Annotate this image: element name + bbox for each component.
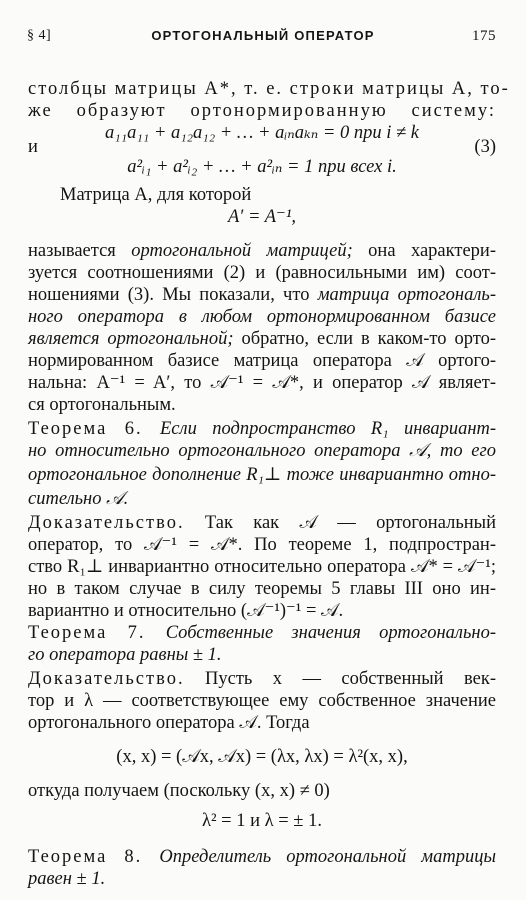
text-span: Так как 𝒜 — ортогональный — [184, 513, 496, 533]
equation-transpose: A′ = A⁻¹, — [228, 207, 296, 227]
equation-orthogonality: a₁₁a₁₁ + a₁₂a₁₂ + … + aᵢₙaₖₙ = 0 при i ≠ k — [104, 123, 419, 143]
proof-7-line-3: ортогонального оператора 𝒜. Тогда — [28, 713, 310, 733]
equation-lambda: λ² = 1 и λ = ± 1. — [202, 811, 322, 831]
theorem-6-line-1 — [28, 418, 496, 440]
text-span-italic: Собственные значения ортогонально- — [165, 623, 496, 643]
theorem-label: Теорема 8. — [28, 847, 160, 867]
theorem-7-line-2: го оператора равны ± 1. — [28, 645, 222, 665]
running-title: ОРТОГОНАЛЬНЫЙ ОПЕРАТОР — [151, 28, 375, 43]
text-line — [28, 240, 496, 262]
text-line: зуется соотношениями (2) и (равносильными им) соот- — [28, 263, 496, 283]
equation-norm: (x, x) = (𝒜x, 𝒜x) = (λx, λx) = λ²(x, x), — [116, 747, 408, 767]
proof-7-line-2: тор и λ — соответствующее ему собственное значение — [28, 691, 496, 711]
theorem-label: Теорема 7. — [28, 623, 166, 643]
theorem-6-line-3: ортогональное дополнение R₁⊥ тоже инвариантно отно- — [28, 465, 496, 485]
theorem-label: Теорема 6. — [28, 419, 160, 439]
text-span: она характери- — [352, 241, 496, 261]
connector-and — [28, 136, 496, 158]
text-line-1: столбцы матрицы A*, т. е. строки матрицы A, то- — [28, 79, 510, 99]
theorem-6-line-4: сительно 𝒜. — [28, 489, 129, 509]
text-line: ного оператора в любом ортонормированном базисе — [28, 307, 496, 327]
proof-6-line-5: вариантно и относительно (𝒜⁻¹)⁻¹ = 𝒜. — [28, 601, 344, 621]
proof-6-line-3: ство R₁⊥ инвариантно относительно оператора 𝒜* = 𝒜⁻¹; — [28, 557, 496, 577]
theorem-8-line-1 — [28, 846, 496, 868]
equation-number: (3) — [474, 137, 496, 157]
page-number: 175 — [472, 28, 496, 44]
text-line: нормированном базисе матрица оператора 𝒜 ортого- — [28, 351, 496, 371]
text-span-italic: Определитель ортогональной матрицы — [159, 847, 497, 867]
text-line — [28, 328, 496, 350]
proof-6-line-1 — [28, 512, 496, 534]
proof-6-line-2: оператор, то 𝒜⁻¹ = 𝒜*. По теореме 1, подпростран- — [28, 535, 496, 555]
proof-label: Доказательство. — [28, 669, 185, 689]
text-span-italic: Если подпространство R₁ инвариант- — [160, 419, 497, 439]
theorem-7-line-1 — [28, 622, 496, 644]
text-span: Пусть x — собственный век- — [184, 669, 496, 689]
section-number: § 4] — [27, 28, 52, 43]
text-span-italic: ортогональной матрицей; — [131, 241, 353, 261]
text-span: обратно, если в каком-то орто- — [233, 329, 496, 349]
proof-label: Доказательство. — [28, 513, 185, 533]
text-line: откуда получаем (поскольку (x, x) ≠ 0) — [28, 781, 330, 801]
text-line: нальна: A⁻¹ = A′, то 𝒜⁻¹ = 𝒜*, и оператор 𝒜 являет- — [28, 373, 496, 393]
theorem-6-line-2: но относительно ортогонального оператора 𝒜, то его — [28, 441, 496, 461]
text-line-2: же образуют ортонормированную систему: — [28, 101, 496, 121]
equation-normalization: a²ᵢ₁ + a²ᵢ₂ + … + a²ᵢₙ = 1 при всех i. — [127, 157, 397, 177]
text-line — [28, 284, 496, 306]
proof-6-line-4: но в таком случае в силу теоремы 5 главы III оно ин- — [28, 579, 496, 599]
text-line: ся ортогональным. — [28, 395, 176, 415]
text-span-italic: является ортогональной; — [28, 329, 234, 349]
text-span: ношениями (3). Мы показали, что — [28, 285, 318, 305]
connector-label: и — [28, 137, 38, 157]
text-line-definition: Матрица A, для которой — [60, 185, 252, 205]
theorem-8-line-2: равен ± 1. — [28, 869, 106, 889]
proof-7-line-1 — [28, 668, 496, 690]
text-span-italic: матрица ортогональ- — [317, 285, 496, 305]
text-span: называется — [28, 241, 132, 261]
